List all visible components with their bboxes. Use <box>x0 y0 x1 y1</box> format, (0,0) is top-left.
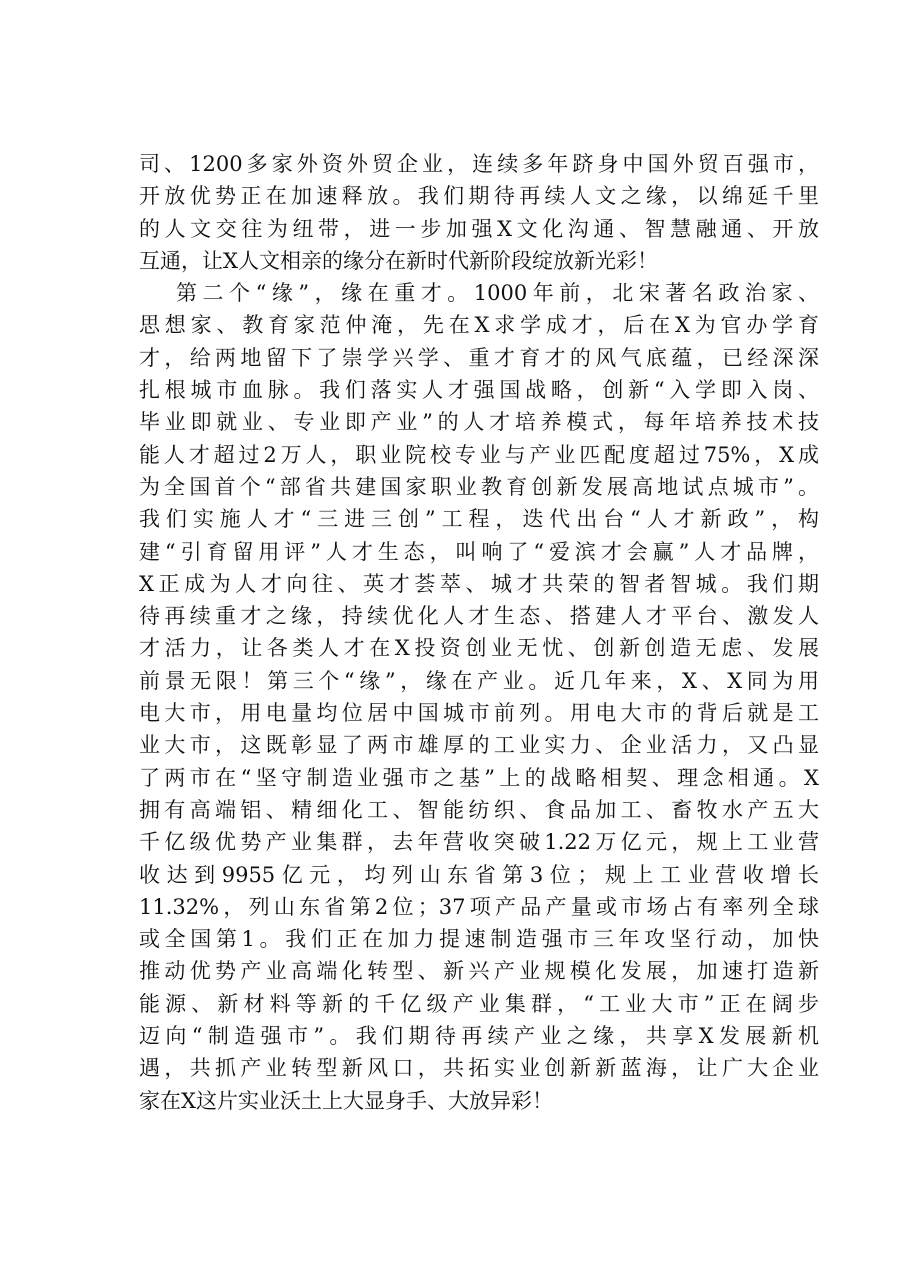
text-line: 前景无限！第三个“缘”，缘在产业。近几年来，X、X同为用 <box>139 668 819 693</box>
body-text <box>139 148 819 1117</box>
text-line: 才，给两地留下了崇学兴学、重才育才的风气底蕴，已经深深 <box>139 345 819 370</box>
text-line: 扎根城市血脉。我们落实人才强国战略，创新“入学即入岗、 <box>139 378 819 403</box>
text-line: 互通，让X人文相亲的缘分在新时代新阶段绽放新光彩！ <box>139 248 658 273</box>
text-line: 了两市在“坚守制造业强市之基”上的战略相契、理念相通。X <box>139 765 819 790</box>
text-line: 司、1200多家外资外贸企业，连续多年跻身中国外贸百强市， <box>139 152 819 176</box>
text-line: 拥有高端铝、精细化工、智能纺织、食品加工、畜牧水产五大 <box>139 797 819 822</box>
text-line: 家在X这片实业沃土上大显身手、大放异彩！ <box>139 1088 553 1113</box>
text-line: 才活力，让各类人才在X投资创业无忧、创新创造无虑、发展 <box>139 636 819 661</box>
text-line: 遇，共抓产业转型新风口，共拓实业创新新蓝海，让广大企业 <box>139 1056 819 1081</box>
text-line: 千亿级优势产业集群，去年营收突破1.22万亿元，规上工业营 <box>139 830 819 855</box>
text-line: 或全国第1。我们正在加力提速制造强市三年攻坚行动，加快 <box>139 927 819 952</box>
text-line: 我们实施人才“三进三创”工程，迭代出台“人才新政”，构 <box>139 507 819 532</box>
text-line: 电大市，用电量均位居中国城市前列。用电大市的背后就是工 <box>139 701 819 726</box>
text-line: 第二个“缘”，缘在重才。1000年前，北宋著名政治家、 <box>176 281 819 306</box>
text-line: 为全国首个“部省共建国家职业教育创新发展高地试点城市”。 <box>139 474 819 499</box>
text-line: 建“引育留用评”人才生态，叫响了“爱滨才会赢”人才品牌， <box>139 539 819 564</box>
text-line: 的人文交往为纽带，进一步加强X文化沟通、智慧融通、开放 <box>139 216 819 241</box>
text-line: 推动优势产业高端化转型、新兴产业规模化发展，加速打造新 <box>139 959 819 984</box>
text-line: 毕业即就业、专业即产业”的人才培养模式，每年培养技术技 <box>139 410 819 435</box>
paragraph-1 <box>139 148 819 277</box>
text-line: 思想家、教育家范仲淹，先在X求学成才，后在X为官办学育 <box>139 313 819 338</box>
text-line: X正成为人才向往、英才荟萃、城才共荣的智者智城。我们期 <box>139 571 819 596</box>
text-line: 能人才超过2万人，职业院校专业与产业匹配度超过75%，X成 <box>139 442 819 467</box>
text-line: 能源、新材料等新的千亿级产业集群，“工业大市”正在阔步 <box>139 991 819 1016</box>
paragraph-2 <box>139 277 819 1117</box>
text-line: 开放优势正在加速释放。我们期待再续人文之缘，以绵延千里 <box>139 184 819 209</box>
text-line: 11.32%，列山东省第2位；37项产品产量或市场占有率列全球 <box>139 894 819 919</box>
text-line: 业大市，这既彰显了两市雄厚的工业实力、企业活力，又凸显 <box>139 733 819 758</box>
text-line: 收达到9955亿元，均列山东省第3位；规上工业营收增长 <box>139 862 819 887</box>
text-line: 待再续重才之缘，持续优化人才生态、搭建人才平台、激发人 <box>139 604 819 629</box>
text-line: 迈向“制造强市”。我们期待再续产业之缘，共享X发展新机 <box>139 1024 819 1049</box>
